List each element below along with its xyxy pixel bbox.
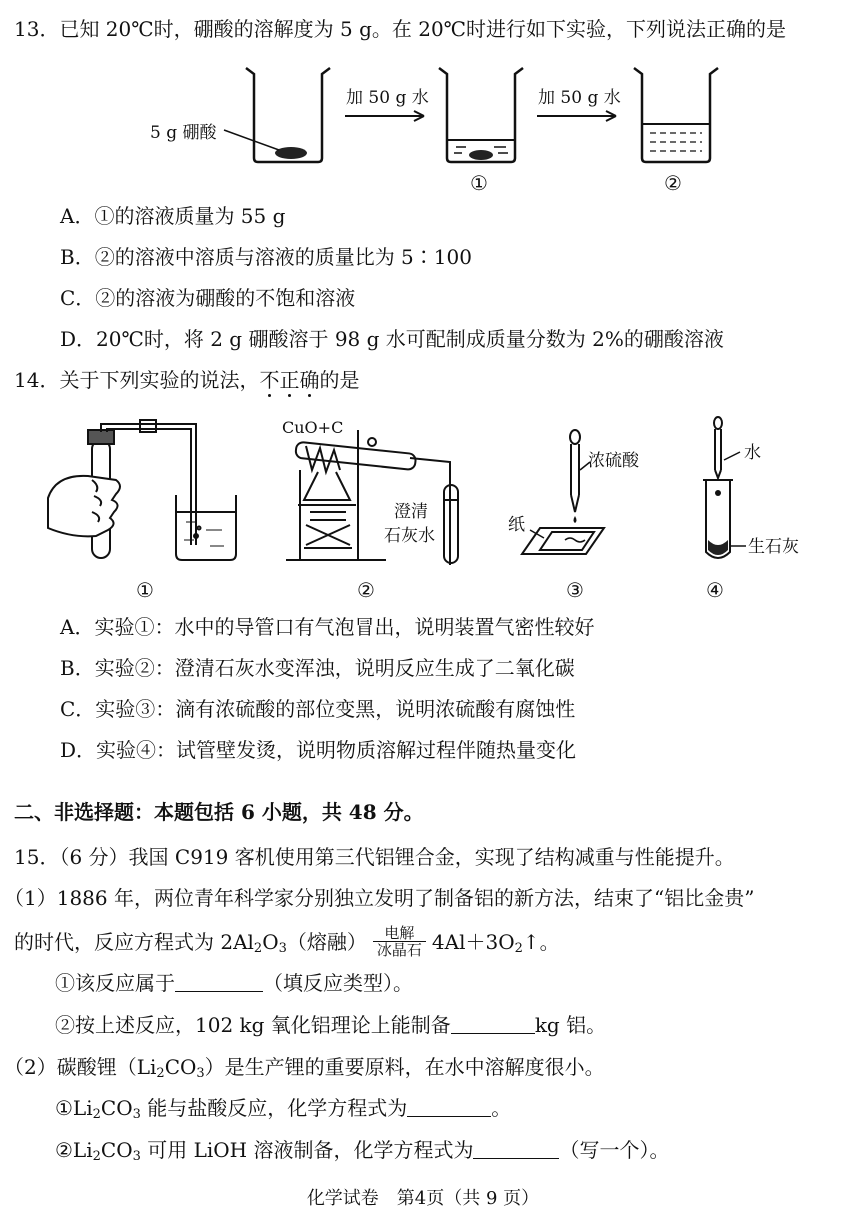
- label-paper: 纸: [508, 515, 525, 535]
- exp-label-4: ④: [706, 578, 724, 602]
- q15-part1-equation-line: 的时代，反应方程式为 $2Al_2O_3$（熔融） $\frac{\text{电解}}{\text{冰晶石}}$ $4Al+3O_2↑$。: [14, 924, 560, 959]
- exp-label-1: ①: [136, 578, 154, 602]
- q13-option-c: C．②的溶液为硼酸的不饱和溶液: [60, 286, 356, 310]
- experiment-4: [703, 417, 733, 558]
- reaction-condition: $\frac{\text{电解}}{\text{冰晶石}}$: [373, 925, 426, 958]
- q14-option-c: C．实验③：滴有浓硫酸的部位变黑，说明浓硫酸有腐蚀性: [60, 697, 576, 721]
- section-2-heading: 二、非选择题：本题包括 6 小题，共 48 分。: [14, 800, 424, 824]
- q15-question-4: $②Li_2CO_3$ 可用 LiOH 溶液制备，化学方程式为 （写一个）。: [55, 1138, 670, 1164]
- q14-option-b: B．实验②：澄清石灰水变浑浊，说明反应生成了二氧化碳: [60, 656, 575, 680]
- q15-part2: （2）碳酸锂$(Li_2CO_3)$是生产锂的重要原料，在水中溶解度很小。: [4, 1055, 605, 1081]
- experiment-1: [48, 420, 236, 560]
- label-limewater-1: 澄清: [394, 502, 428, 522]
- arrow-2-label: 加 50 g 水: [538, 88, 621, 108]
- exp-label-3: ③: [566, 578, 584, 602]
- answer-blank-reaction-type[interactable]: [175, 971, 263, 992]
- q14-option-d: D．实验④：试管壁发烫，说明物质溶解过程伴随热量变化: [60, 738, 577, 762]
- label-5g-boric-acid: 5 g 硼酸: [150, 123, 217, 143]
- arrow-1-label: 加 50 g 水: [346, 88, 429, 108]
- answer-blank-equation-lioh[interactable]: [473, 1138, 559, 1159]
- q15-question-3: $①Li_2CO_3$ 能与盐酸反应，化学方程式为 。: [55, 1096, 512, 1122]
- beaker-label-2: ②: [664, 171, 682, 195]
- label-conc-sulfuric-acid: 浓硫酸: [588, 451, 639, 471]
- beaker-label-1: ①: [470, 171, 488, 195]
- q15-stem: 15．（6 分）我国 C919 客机使用第三代铝锂合金，实现了结构减重与性能提升。: [14, 845, 735, 869]
- answer-blank-aluminum-mass[interactable]: [451, 1013, 535, 1034]
- label-limewater-2: 石灰水: [384, 526, 435, 546]
- q14-stem: 14．关于下列实验的说法，不正确的是: [14, 368, 360, 392]
- q15-question-2: ②按上述反应，102 kg 氧化铝理论上能制备 kg 铝。: [55, 1013, 607, 1037]
- label-cuo-c: CuO+C: [282, 418, 344, 437]
- q15-part1-line1: （1）1886 年，两位青年科学家分别独立发明了制备铝的新方法，结束了“铝比金贵”: [4, 886, 755, 910]
- exp-label-2: ②: [357, 578, 375, 602]
- label-water: 水: [744, 443, 761, 463]
- label-quicklime: 生石灰: [748, 537, 799, 557]
- q15-question-1: ①该反应属于 （填反应类型）。: [55, 971, 413, 995]
- q13-option-a: A．①的溶液质量为 55 g: [60, 204, 286, 228]
- q14-option-a: A．实验①：水中的导管口有气泡冒出，说明装置气密性较好: [60, 615, 595, 639]
- q13-option-d: D．20℃时，将 2 g 硼酸溶于 98 g 水可配制成质量分数为 2%的硼酸溶液: [60, 327, 724, 351]
- q13-stem: 13．已知 20℃时，硼酸的溶解度为 5 g。在 20℃时进行如下实验，下列说法正确的是: [14, 17, 787, 41]
- page-footer: 化学试卷 第4页（共 9 页）: [306, 1188, 540, 1209]
- experiment-3: [522, 430, 604, 554]
- q13-option-b: B．②的溶液中溶质与溶液的质量比为 5∶100: [60, 245, 472, 269]
- answer-blank-equation-hcl[interactable]: [407, 1096, 491, 1117]
